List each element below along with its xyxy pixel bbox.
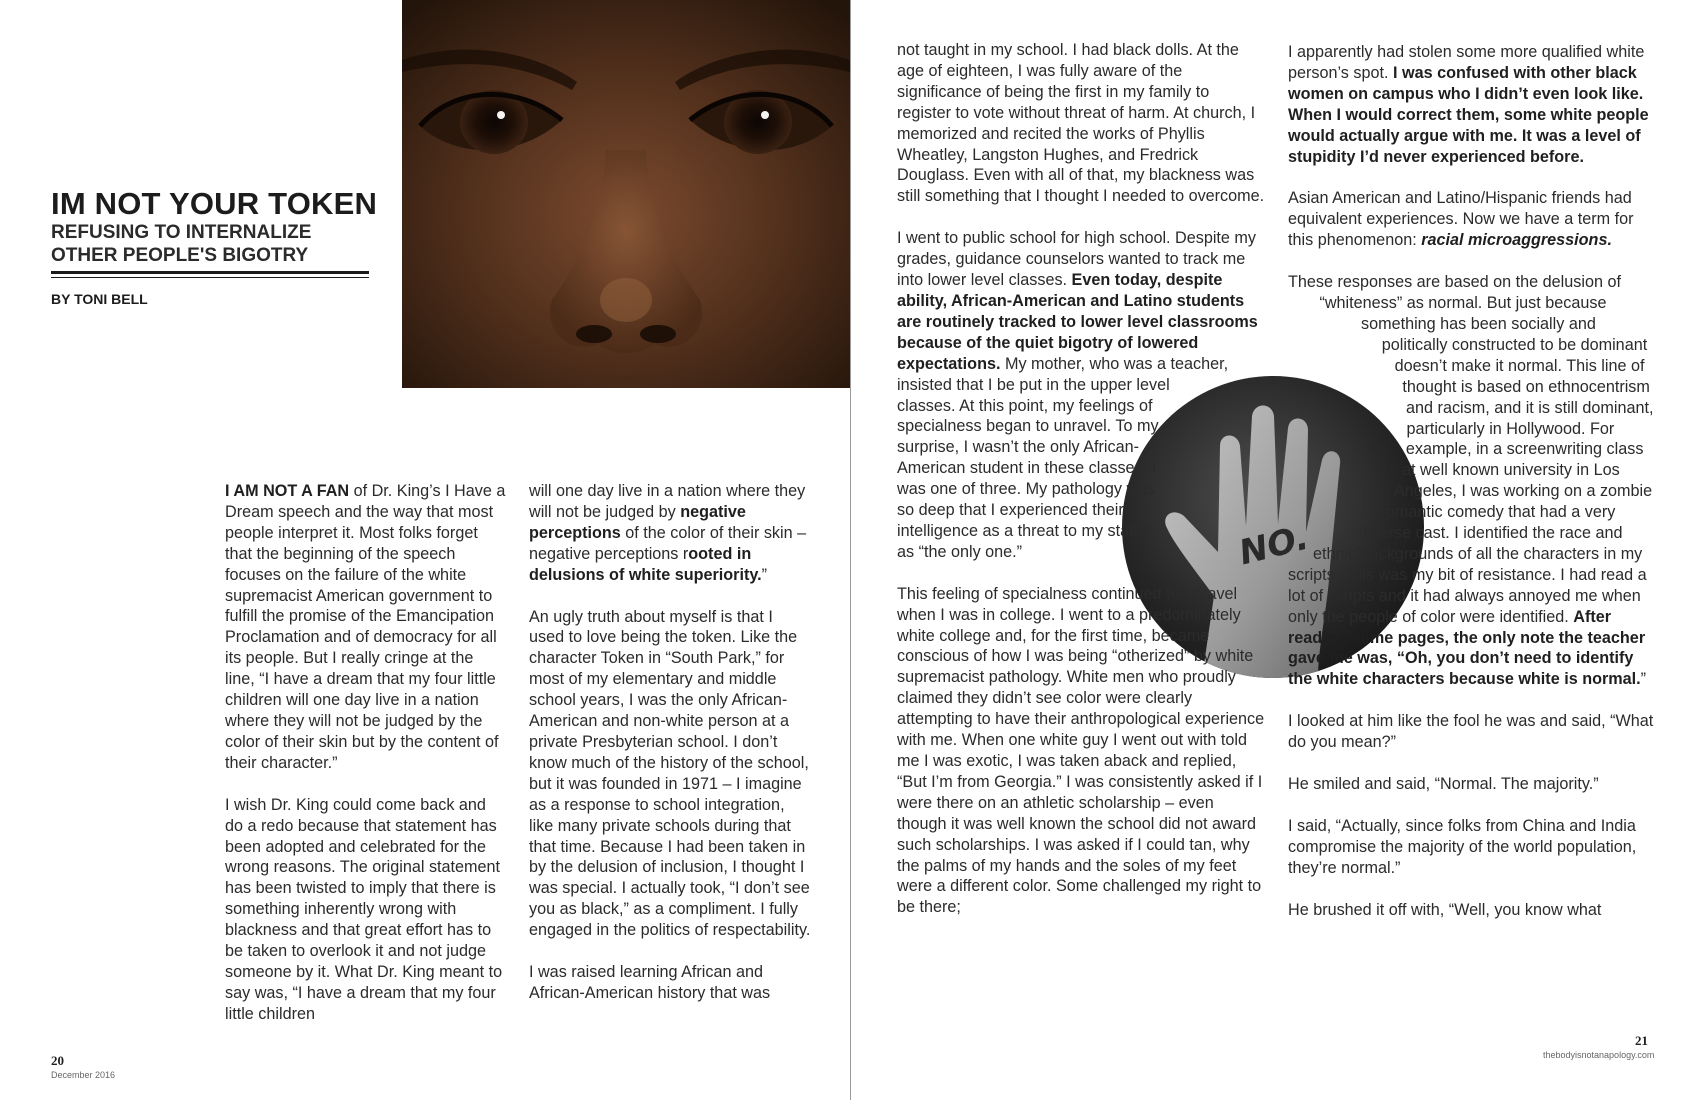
bold-text: After reading some pages, the only note the teacher gave me was, “Oh, you don’t need to identify the white characters because white is normal. [1288, 607, 1646, 689]
paragraph-text: I apparently had stolen some more qualified white person’s spot. [1288, 43, 1645, 82]
hand-no-text: NO. [1235, 517, 1313, 574]
article-column-1 [225, 481, 507, 1046]
bold-text: Even today, despite ability, African-American and Latino students are routinely tracked to lower level classrooms because of the quiet bigotry of lowered expectations. [897, 271, 1258, 373]
paragraph-text: will one day live in a nation where they will not be judged by [529, 482, 806, 521]
paragraph [897, 228, 1267, 563]
paragraph: I was raised learning African and African-American history that was [529, 963, 771, 1002]
paragraph-text: These responses are based on the delusion of “whiteness” as normal. But just because something has been socially and politically constructed to be dominant doesn’t make it normal. This line of thought is based on ethnocentrism and racism, and it is still dominant, particularly in Hollywood. For example, in a screenwriting class at well known university in Los Angeles, I was working on a zombie romantic comedy that had a very diverse cast. I identified the race and ethnic backgrounds of all the characters in my scripts. This was my bit of resistance. I had read a lot of scripts and it had always annoyed me when only the people of color were identified. [1288, 273, 1654, 626]
paragraph: He brushed it off with, “Well, you know what [1288, 900, 1602, 919]
title-rule-thick [51, 271, 369, 274]
byline: BY TONI BELL [51, 291, 148, 307]
article-column-4 [1288, 42, 1660, 942]
face-photo [402, 0, 850, 388]
paragraph: not taught in my school. I had black dolls. At the age of eighteen, I was fully aware of the significance of being the first in my family to register to vote without threat of harm. At church, I memorized and recited the works of Phyllis Wheatley, Langston Hughes, and Fredrick Douglass. Even with all of that, my blackness was still something that I thought I needed to overcome. [897, 41, 1265, 206]
page-number-left: 20 [51, 1053, 64, 1068]
paragraph-text: My mother, who was a teacher, insisted that I be put in the upper level classes. At this point, my feelings of specialness began to unravel. To my surprise, I wasn’t the only African-American student in these classes. I was one of three. My pathology was so deep that I experienced their intelligence as a threat to my status as “the only one.” [897, 354, 1229, 561]
paragraph [1288, 42, 1660, 167]
paragraph-text: Asian American and Latino/Hispanic friends had equivalent experiences. Now we have a term for this phenomenon: [1288, 189, 1634, 250]
paragraph [529, 481, 811, 586]
drop-lead: I AM NOT A FAN [225, 482, 350, 500]
paragraph [1288, 272, 1660, 690]
paragraph: I said, “Actually, since folks from China and India compromise the majority of the world population, they’re normal.” [1288, 817, 1637, 877]
paragraph-text: I went to public school for high school. Despite my grades, guidance counselors wanted to track me into lower level classes. [897, 229, 1257, 290]
paragraph-text: ” [761, 565, 768, 584]
paragraph: I looked at him like the fool he was and said, “What do you mean?” [1288, 712, 1654, 752]
bold-text: I was confused with other black women on campus who I didn’t even look like. When I would correct them, some white people would actually argue with me. It was a level of stupidity I’d never experienced before. [1288, 63, 1649, 166]
page-spine [850, 0, 851, 1100]
paragraph [1288, 188, 1660, 251]
title-rule-thin [51, 277, 369, 278]
paragraph: He smiled and said, “Normal. The majority.” [1288, 775, 1599, 794]
article-column-2 [529, 481, 811, 1025]
paragraph: This feeling of specialness continued to unravel when I was in college. I went to a predominately white college and, for the first time, became conscious of how I was being “otherized” by white supremacist pathology. White men who proudly claimed they didn’t see color were clearly attempting to have their anthropological experience with me. When one white guy I went out with told me I was exotic, I was taken aback and replied, “But I’m from Georgia.” I was consistently asked if I were there on an athletic scholarship – even though it was well known the school did not award such scholarships. I was asked if I could tan, why the palms of my hands and the soles of my feet were a different color. Some challenged my right to be there; [897, 584, 1265, 917]
article-column-3 [897, 40, 1267, 939]
article-title: IM NOT YOUR TOKEN [51, 186, 378, 221]
issue-date: December 2016 [51, 1070, 116, 1080]
paragraph [225, 481, 507, 774]
page-number-right: 21 [1635, 1033, 1648, 1048]
paragraph-text: of Dr. King’s I Have a Dream speech and the way that most people interpret it. Most folks forget that the beginning of the speech focuses on the failure of the white supremacist American government to fulfill the promise of the Emancipation Proclamation and of democracy for all its people. But I really cringe at the line, “I have a dream that my four little children will one day live in a nation where they will not be judged by the color of their skin but by the content of their character.” [225, 482, 506, 772]
paragraph-text: of the color of their skin – negative perceptions r [529, 523, 807, 563]
paragraph-text: ” [1640, 670, 1647, 689]
article-subtitle: REFUSING TO INTERNALIZE OTHER PEOPLE'S BIGOTRY [51, 222, 312, 266]
paragraph: I wish Dr. King could come back and do a redo because that statement has been adopted and celebrated for the wrong reasons. The original statement has been twisted to imply that there is something inherently wrong with blackness and that great effort has to be taken to overlook it and not judge someone by it. What Dr. King meant to say was, “I have a dream that my four little children [225, 795, 503, 1023]
paragraph: An ugly truth about myself is that I used to love being the token. Like the character Token in “South Park,” for most of my elementary and middle school years, I was the only African-American and non-white person at a private Presbyterian school. I don’t know much of the history of the school, but it was founded in 1971 – I imagine as a response to school integration, like many private schools during that that time. Because I had been taken in by the delusion of inclusion, I thought I was special. I actually took, “I don’t see you as black,” as a compliment. I fully engaged in the politics of respectability. [529, 607, 811, 940]
bold-text: ooted in delusions of white superiority. [529, 544, 762, 584]
face-illustration [402, 0, 850, 388]
site-url: thebodyisnotanapology.com [1543, 1050, 1655, 1060]
bold-italic-text: racial microaggressions. [1421, 231, 1612, 250]
bold-text: negative perceptions [529, 502, 746, 542]
